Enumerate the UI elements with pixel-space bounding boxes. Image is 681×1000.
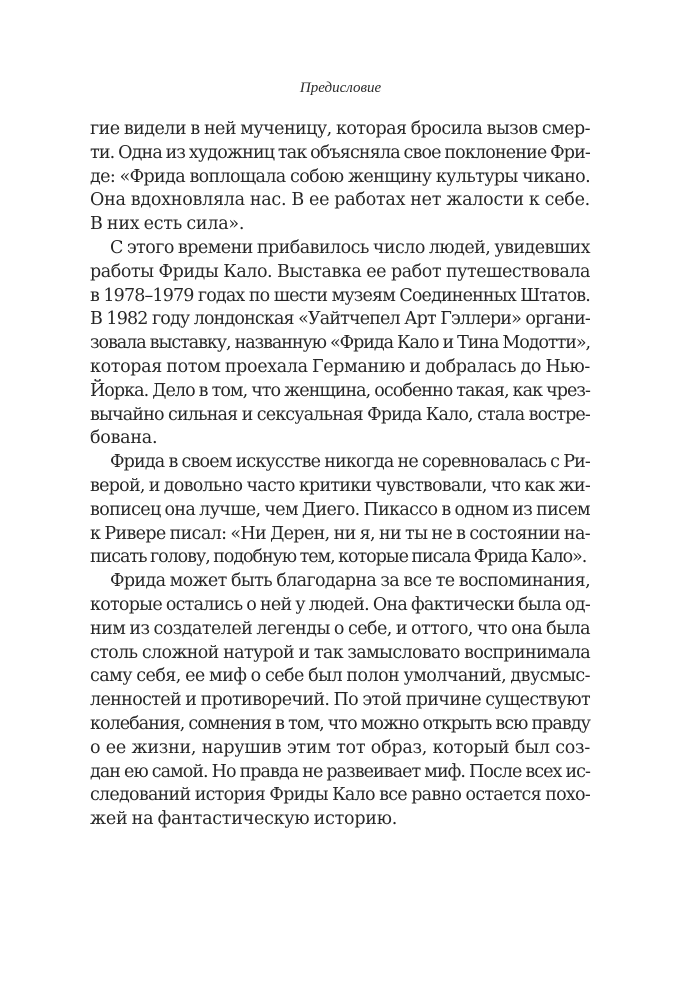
- text-line: вычайно сильная и сексуальная Фрида Кало, стала востре-: [90, 404, 590, 425]
- text-line: Она вдохновляла нас. В ее работах нет жалости к себе.: [90, 190, 590, 211]
- running-title: Предисловие: [299, 80, 382, 96]
- text-line: следований история Фриды Кало все равно остается похо-: [90, 785, 590, 806]
- text-line: к Ривере писал: «Ни Дерен, ни я, ни ты не в состоянии на-: [90, 523, 590, 544]
- text-line: столь сложной натурой и так замысловато воспринимала: [90, 642, 590, 663]
- text-line: ним из создателей легенды о себе, и оттого, что она была: [90, 618, 590, 639]
- text-line: которые остались о ней у людей. Она фактически была од-: [90, 594, 590, 615]
- text-line: де: «Фрида воплощала собою женщину культуры чикано.: [90, 166, 590, 187]
- text-line: саму себя, ее миф о себе был полон умолчаний, двусмыс-: [90, 666, 590, 687]
- text-line: В 1982 году лондонская «Уайтчепел Арт Гэллери» органи-: [90, 309, 590, 330]
- text-line: гие видели в ней мученицу, которая бросила вызов смер-: [90, 119, 590, 139]
- text-line: верой, и довольно часто критики чувствовали, что как жи-: [90, 475, 590, 496]
- text-line: Йорка. Дело в том, что женщина, особенно такая, как чрез-: [90, 380, 590, 401]
- text-line: дан ею самой. Но правда не развеивает миф. После всех ис-: [90, 761, 590, 782]
- text-line: которая потом проехала Германию и добралась до Нью-: [90, 356, 590, 377]
- text-line: писать голову, подобную тем, которые писала Фрида Кало».: [90, 547, 587, 568]
- text-line: С этого времени прибавилось число людей, увидевших: [110, 237, 590, 258]
- text-line: ти. Одна из художниц так объясняла свое поклонение Фри-: [90, 142, 590, 163]
- body-text: [90, 118, 590, 832]
- text-line: колебания, сомнения в том, что можно открыть всю правду: [90, 713, 590, 734]
- text-line: Фрида может быть благодарна за все те воспоминания,: [110, 571, 590, 592]
- text-line: зовала выставку, названную «Фрида Кало и Тина Модотти»,: [90, 333, 590, 354]
- text-line: бована.: [90, 428, 158, 449]
- text-line: вописец она лучше, чем Диего. Пикассо в одном из писем: [90, 499, 590, 520]
- text-line: о ее жизни, нарушив этим тот образ, который был соз-: [90, 737, 590, 758]
- text-line: ленностей и противоречий. По этой причине существуют: [90, 690, 590, 711]
- text-line: работы Фриды Кало. Выставка ее работ путешествовала: [90, 261, 590, 282]
- text-line: жей на фантастическую историю.: [90, 809, 398, 830]
- text-line: В них есть сила».: [90, 214, 245, 235]
- text-line: в 1978–1979 годах по шести музеям Соединенных Штатов.: [90, 285, 590, 306]
- text-line: Фрида в своем искусстве никогда не соревновалась с Ри-: [110, 452, 590, 473]
